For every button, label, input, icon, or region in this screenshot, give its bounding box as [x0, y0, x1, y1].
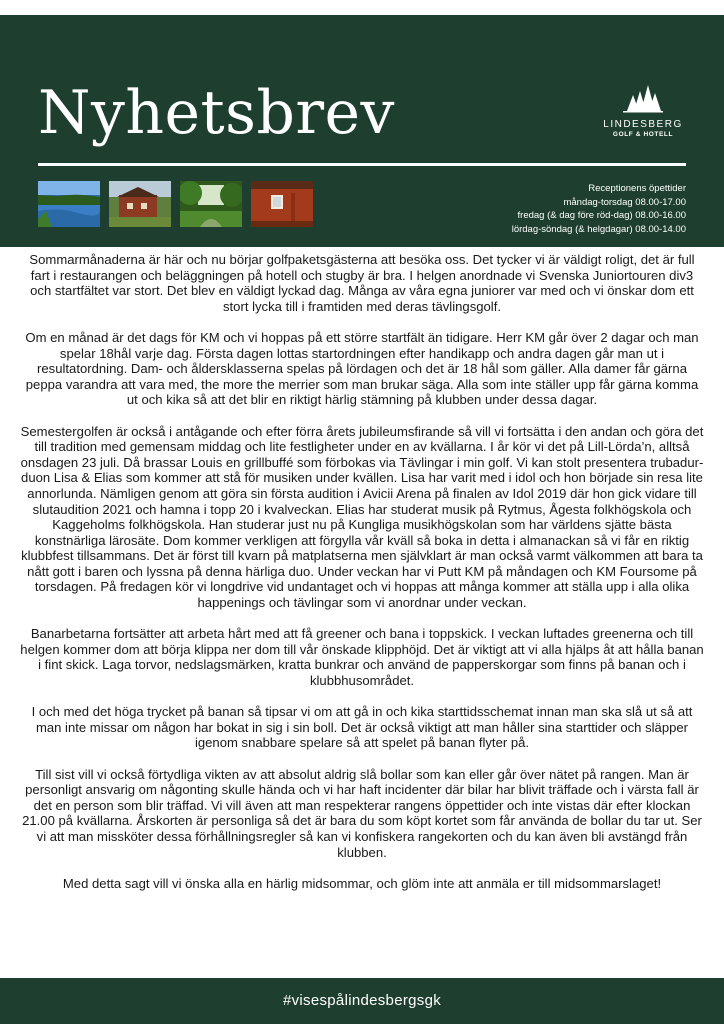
lindesberg-logo [598, 83, 688, 138]
logo-name: LINDESBERG [603, 119, 683, 130]
body-paragraph: I och med det höga trycket på banan så tipsar vi om att gå in och kika starttidsschemat innan man ska slå ut så att man inte missar om någon har bokat in sig i sin boll. Det är också viktigt att man håller sina starttider och släpper igenom snabbare spelare så att spelet på banan flyter på. [31, 704, 693, 751]
body-paragraph: Semestergolfen är också i antågande och efter förra årets jubileumsfirande så vill vi fortsätta i den andan och göra det till tradition med gemensam middag och lite festligheter under en av kvällarna. I år kör vi det på Lill-Lörda’n, alltså onsdagen 23 juli. Då brassar Louis en grillbuffé som förbokas via Tävlingar i min golf. Vi kan stolt presentera trubadur-duon Lisa & Elias som kommer att stå för musiken under kvällen. Lisa har varit med i idol och hon började sin resa lite annorlunda. Nämligen genom att göra sin första audition i Avicii Arena på finalen av Idol 2019 där hon gick vidare till slutaudition 2021 och hamna i topp 20 i kvalveckan. Elias har studerat musik på Rytmus, Ågesta folkhögskola och Kaggeholms folkhögskola. Han studerar just nu på Kungliga musikhögskolan som har världens sjätte bästa konstnärliga lärosäte. Dom kommer verkligen att förgylla vår kväll så boka in detta i almanackan så vi får en riktig klubbfest tillsammans. Det är först till kvarn på matplatserna men självklart är man också varmt välkommen att bara ta nått gott i baren och lyssna på denna härliga duo. Under veckan har vi Putt KM på måndagen och KM Foursome på torsdagen. På fredagen kör vi longdrive vid undantaget och vi hoppas att många kommer att ställa upp i alla olika happenings och tävlingar som vi anordnar under veckan. [20, 423, 704, 611]
lake-photo [38, 181, 100, 227]
body-paragraph: Med detta sagt vill vi önska alla en härlig midsommar, och glöm inte att anmäla er till midsommarslaget! [62, 875, 662, 891]
building-photo [109, 181, 171, 227]
footer-hashtag: #visespålindesbergsgk [282, 992, 442, 1009]
hours-line: fredag (& dag före röd-dag) 08.00-16.00 [517, 210, 686, 221]
body-paragraph: Om en månad är det dags för KM och vi hoppas på ett större startfält än tidigare. Herr KM går över 2 dagar och man spelar 18hål varje dag. Första dagen lottas startordningen efter handikapp och andra dagen går man ut i resultatordning. Dam- och åldersklasserna spelas på lördagen och det är 18 hål som gäller. Alla damer får gärna peppa varandra att vara med, the more the merrier som man brukar säga. Alla som inte ställer upp får gärna komma ut och kika så att det blir en riktigt härlig stämning på klubben under dessa dagar. [25, 329, 699, 408]
body-paragraph: Banarbetarna fortsätter att arbeta hårt med att få greener och bana i toppskick. I veckan luftades greenerna och till helgen kommer dom att börja klippa ner dom till vår önskade klipphöjd. Det är viktigt att vi alla hjälps åt att hålla banan i fint skick. Laga torvor, nedslagsmärken, kratta bunkrar och använd de papperskorgar som finns på banan och i klubbhusområdet. [20, 626, 704, 689]
body-paragraph: Sommarmånaderna är här och nu börjar golfpaketsgästerna att besöka oss. Det tycker vi är väldigt roligt, det är full fart i restaurangen och beläggningen på hotell och stugby är bra. I helgen anordnade vi Svenska Juniortouren div3 och startfältet var stort. Det blev en väldigt lyckad dag. Många av våra egna juniorer var med och vi önskar dom ett stort lycka till i framtiden med deras tävlingsgolf. [29, 252, 695, 314]
hours-line: måndag-torsdag 08.00-17.00 [563, 196, 686, 208]
red-house-photo [251, 181, 313, 227]
header-divider [38, 163, 686, 166]
photo-strip [38, 181, 313, 227]
hours-line: lördag-söndag (& helgdagar) 08.00-14.00 [511, 223, 686, 235]
newsletter-header [0, 15, 724, 247]
forest-photo [180, 181, 242, 227]
logo-subtitle: GOLF & HOTELL [612, 131, 674, 138]
hours-heading: Receptionens öpettider [588, 183, 686, 194]
body-paragraph: Till sist vill vi också förtydliga vikten av att absolut aldrig slå bollar som kan eller går över nätet på rangen. Man är personligt ansvarig om någonting skulle hända och vi har haft incidenter där bilar har blivit träffade och i värsta fall är det en person som blir träffad. Vi vill även att man respekterar rangens öppettider och inte vistas där efter klockan 21.00 på kvällarna. Årskorten är personliga så det är bara du som köpt kortet som får använda de bollar du tar ut. Ser vi att man missköter dessa förhållningsregler så kan vi konfiskera rangekorten och du kan även bli avstängd från klubben. [22, 766, 702, 860]
tree-logo-icon [621, 83, 665, 113]
newsletter-footer [0, 978, 724, 1024]
reception-hours [512, 182, 686, 236]
newsletter-title: Nyhetsbrev [38, 78, 395, 148]
newsletter-body [20, 252, 704, 907]
